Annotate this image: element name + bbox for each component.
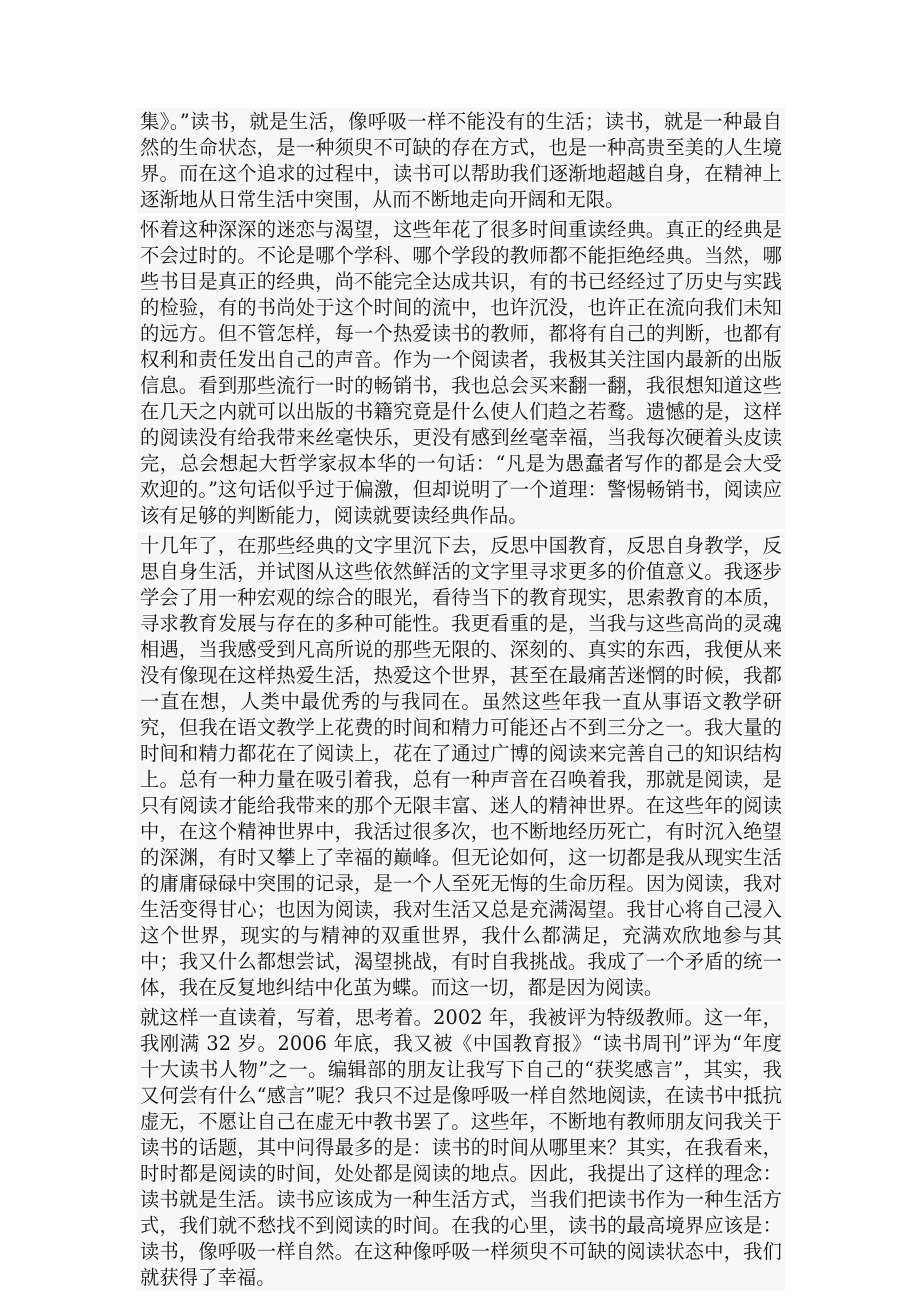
document-body [137,108,785,1294]
paragraph-1: 集》。”读书，就是生活，像呼吸一样不能没有的生活；读书，就是一种最自然的生命状态，是一种须臾不可缺的存在方式，也是一种高贵至美的人生境界。而在这个追求的过程中，读书可以帮助我们逐渐地超越自身，在精神上逐渐地从日常生活中突围，从而不断地走向开阔和无限。 [137,108,785,213]
paragraph-2: 怀着这种深深的迷恋与渴望，这些年花了很多时间重读经典。真正的经典是不会过时的。不论是哪个学科、哪个学段的教师都不能拒绝经典。当然，哪些书目是真正的经典，尚不能完全达成共识，有的书已经经过了历史与实践的检验，有的书尚处于这个时间的流中，也许沉没，也许正在流向我们未知的远方。但不管怎样，每一个热爱读书的教师，都将有自己的判断，也都有权利和责任发出自己的声音。作为一个阅读者，我极其关注国内最新的出版信息。看到那些流行一时的畅销书，我也总会买来翻一翻，我很想知道这些在几天之内就可以出版的书籍究竟是什么使人们趋之若鹜。遗憾的是，这样的阅读没有给我带来丝毫快乐，更没有感到丝毫幸福，当我每次硬着头皮读完，总会想起大哲学家叔本华的一句话：“凡是为愚蠢者写作的都是会大受欢迎的。”这句话似乎过于偏激，但却说明了一个道理：警惕畅销书，阅读应该有足够的判断能力，阅读就要读经典作品。 [137,216,785,529]
paragraph-4: 就这样一直读着，写着，思考着。2002 年，我被评为特级教师。这一年，我刚满 32 岁。2006 年底，我又被《中国教育报》“读书周刊”评为“年度十大读书人物”之一。编辑部的朋友让我写下自己的“获奖感言”，其实，我又何尝有什么“感言”呢？我只不过是像呼吸一样自然地阅读，在读书中抵抗虚无，不愿让自己在虚无中教书罢了。这些年，不断地有教师朋友问我关于读书的话题，其中问得最多的是：读书的时间从哪里来？其实，在我看来，时时都是阅读的时间，处处都是阅读的地点。因此，我提出了这样的理念：读书就是生活。读书应该成为一种生活方式，当我们把读书作为一种生活方式，我们就不愁找不到阅读的时间。在我的心里，读书的最高境界应该是：读书，像呼吸一样自然。在这种像呼吸一样须臾不可缺的阅读状态中，我们就获得了幸福。 [137,1004,785,1291]
paragraph-3: 十几年了，在那些经典的文字里沉下去，反思中国教育，反思自身教学，反思自身生活，并试图从这些依然鲜活的文字里寻求更多的价值意义。我逐步学会了用一种宏观的综合的眼光，看待当下的教育现实，思索教育的本质，寻求教育发展与存在的多种可能性。我更看重的是，当我与这些高尚的灵魂相遇，当我感受到凡高所说的那些无限的、深刻的、真实的东西，我便从来没有像现在这样热爱生活，热爱这个世界，甚至在最痛苦迷惘的时候，我都一直在想，人类中最优秀的与我同在。虽然这些年我一直从事语文教学研究，但我在语文教学上花费的时间和精力可能还占不到三分之一。我大量的时间和精力都花在了阅读上，花在了通过广博的阅读来完善自己的知识结构上。总有一种力量在吸引着我，总有一种声音在召唤着我，那就是阅读，是只有阅读才能给我带来的那个无限丰富、迷人的精神世界。在这些年的阅读中，在这个精神世界中，我活过很多次，也不断地经历死亡，有时沉入绝望的深渊，有时又攀上了幸福的巅峰。但无论如何，这一切都是我从现实生活的庸庸碌碌中突围的记录，是一个人至死无悔的生命历程。因为阅读，我对生活变得甘心；也因为阅读，我对生活又总是充满渴望。我甘心将自己浸入这个世界，现实的与精神的双重世界，我什么都满足，充满欢欣地参与其中；我又什么都想尝试，渴望挑战，有时自我挑战。我成了一个矛盾的统一体，我在反复地纠结中化茧为蝶。而这一切，都是因为阅读。 [137,532,785,1001]
